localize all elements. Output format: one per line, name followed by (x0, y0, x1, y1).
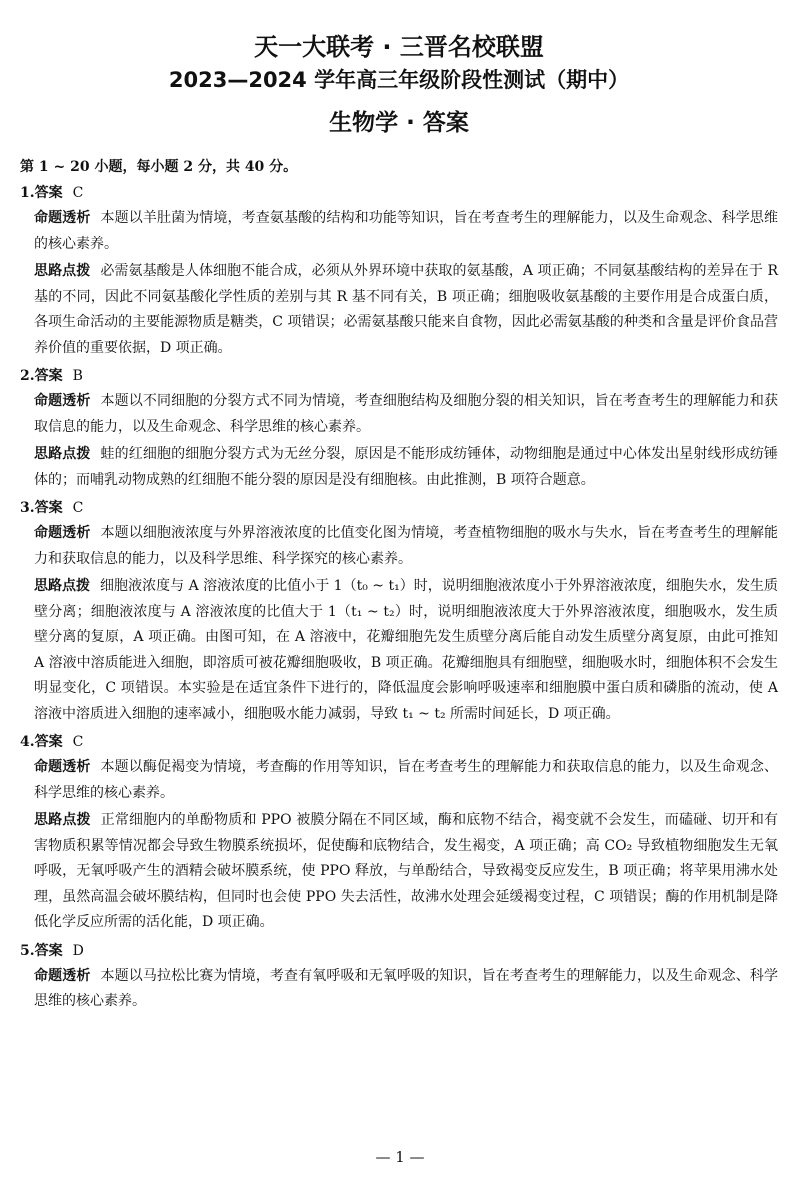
analysis-label: 命题透析 (34, 525, 91, 541)
analysis-paragraph (34, 521, 778, 572)
question-1 (20, 182, 778, 361)
answer-letter: D (72, 942, 84, 959)
analysis-label: 命题透析 (34, 759, 91, 775)
hint-label: 思路点拨 (34, 812, 91, 828)
page-number: — 1 — (375, 1148, 425, 1166)
analysis-label: 命题透析 (34, 393, 91, 409)
analysis-paragraph (34, 389, 778, 440)
hint-paragraph (34, 442, 778, 493)
question-number: 2. (20, 368, 35, 384)
analysis-text: 本题以细胞液浓度与外界溶液浓度的比值变化图为情境，考查植物细胞的吸水与失水，旨在考查考生的理解能力和获取信息的能力，以及科学思维、科学探究的核心素养。 (34, 525, 779, 567)
question-number: 1. (20, 185, 35, 201)
analysis-paragraph (34, 755, 778, 806)
hint-text: 细胞液浓度与 A 溶液浓度的比值小于 1（t₀ ~ t₁）时，说明细胞液浓度小于外界溶液浓度，细胞失水，发生质壁分离；细胞液浓度与 A 溶液浓度的比值大于 1（t₁ ~ t₂）时，说明细胞液浓度大于外界溶液浓度，细胞吸水，发生质壁分离的复原，A 项正确。由图可知，在 A 溶液中，花瓣细胞先发生质壁分离后能自动发生质壁分离复原，由此可推知 A 溶液中溶质能进入细胞，即溶质可被花瓣细胞吸收，B 项正确。花瓣细胞具有细胞壁，细胞吸水时，细胞体积不会发生明显变化，C 项错误。本实验是在适宜条件下进行的，降低温度会影响呼吸速率和细胞膜中蛋白质和磷脂的流动，使 A 溶液中溶质进入细胞的速率减小，细胞吸水能力减弱，导致 t₁ ~ t₂ 所需时间延长，D 项正确。 (34, 578, 778, 722)
answer-label: 答案 (34, 734, 63, 750)
question-2 (20, 365, 778, 493)
analysis-text: 本题以马拉松比赛为情境，考查有氧呼吸和无氧呼吸的知识，旨在考查考生的理解能力，以及生命观念、科学思维的核心素养。 (34, 967, 779, 1009)
hint-label: 思路点拨 (34, 446, 91, 462)
answer-letter: C (72, 500, 84, 516)
answer-line (20, 182, 778, 204)
exam-org-title: 天一大联考 · 三晋名校联盟 (254, 33, 544, 61)
hint-paragraph (34, 259, 778, 361)
hint-label: 思路点拨 (34, 263, 91, 279)
answer-label: 答案 (34, 500, 63, 516)
answer-letter: C (72, 734, 84, 750)
analysis-paragraph (34, 206, 778, 257)
hint-text: 蛙的红细胞的细胞分裂方式为无丝分裂，原因是不能形成纺锤体，动物细胞是通过中心体发出星射线形成纺锤体的；而哺乳动物成熟的红细胞不能分裂的原因是没有细胞核。由此推测，B 项符合题意。 (34, 446, 779, 488)
question-number: 4. (20, 734, 35, 750)
hint-paragraph (34, 808, 778, 936)
answer-label: 答案 (34, 368, 63, 384)
question-number: 3. (20, 500, 35, 516)
answer-line (20, 731, 778, 753)
analysis-label: 命题透析 (34, 967, 91, 984)
question-5 (20, 940, 778, 1015)
question-number: 5. (20, 942, 35, 959)
analysis-text: 本题以羊肚菌为情境，考查氨基酸的结构和功能等知识，旨在考查考生的理解能力，以及生命观念、科学思维的核心素养。 (34, 210, 779, 252)
hint-paragraph (34, 574, 778, 727)
answer-line (20, 940, 778, 962)
hint-text: 必需氨基酸是人体细胞不能合成，必须从外界环境中获取的氨基酸，A 项正确；不同氨基酸结构的差异在于 R 基的不同，因此不同氨基酸化学性质的差别与其 R 基不同有关，B 项正确；细胞吸收氨基酸的主要作用是合成蛋白质，各项生命活动的主要能源物质是糖类，C 项错误；必需氨基酸只能来自食物，因此必需氨基酸的种类和含量是评价食品营养价值的重要依据，D 项正确。 (34, 263, 778, 356)
answer-label: 答案 (34, 942, 63, 959)
answer-letter: B (72, 368, 83, 384)
analysis-text: 本题以酶促褐变为情境，考查酶的作用等知识，旨在考查考生的理解能力和获取信息的能力，以及生命观念、科学思维的核心素养。 (34, 759, 779, 801)
answer-label: 答案 (34, 185, 63, 201)
answer-line (20, 365, 778, 387)
analysis-paragraph (34, 964, 778, 1015)
analysis-label: 命题透析 (34, 210, 91, 226)
hint-text: 正常细胞内的单酚物质和 PPO 被膜分隔在不同区域，酶和底物不结合，褐变就不会发生，而磕碰、切开和有害物质积累等情况都会导致生物膜系统损坏，促使酶和底物结合，发生褐变，A 项正确；高 CO₂ 导致植物细胞发生无氧呼吸，无氧呼吸产生的酒精会破坏膜系统，使 PPO 释放，与单酚结合，导致褐变反应发生，B 项正确；将苹果用沸水处理，虽然高温会破坏膜结构，但同时也会使 PPO 失去活性，故沸水处理会延缓褐变过程，C 项错误；酶的作用机制是降低化学反应所需的活化能，D 项正确。 (34, 812, 778, 930)
answer-line (20, 497, 778, 519)
analysis-text: 本题以不同细胞的分裂方式不同为情境，考查细胞结构及细胞分裂的相关知识，旨在考查考生的理解能力和获取信息的能力，以及生命观念、科学思维的核心素养。 (34, 393, 779, 435)
exam-name-title: 2023—2024 学年高三年级阶段性测试（期中） (168, 68, 630, 92)
answer-letter: C (72, 185, 84, 201)
hint-label: 思路点拨 (34, 578, 91, 594)
subject-title: 生物学 · 答案 (329, 110, 469, 136)
scoring-intro: 第 1 ~ 20 小题，每小题 2 分，共 40 分。 (20, 159, 298, 175)
question-4 (20, 731, 778, 936)
question-3 (20, 497, 778, 727)
